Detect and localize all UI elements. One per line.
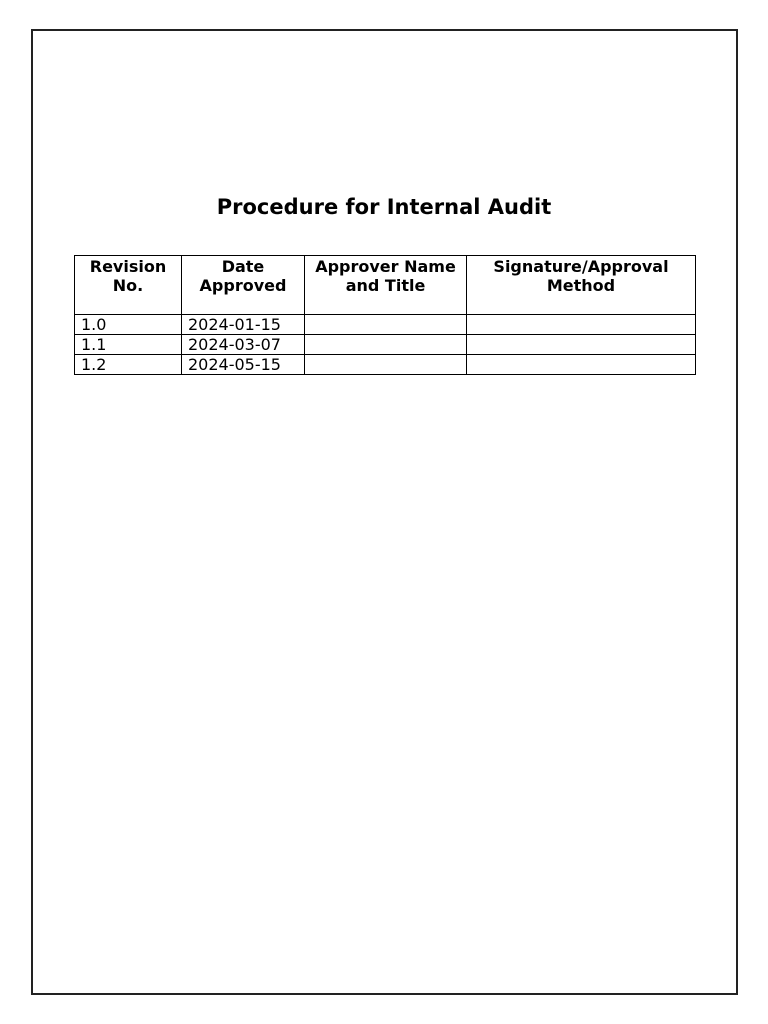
approver-cell <box>305 355 467 375</box>
signature-cell <box>467 335 696 355</box>
approver-cell <box>305 335 467 355</box>
signature-cell <box>467 355 696 375</box>
revision-cell: 1.0 <box>75 315 182 335</box>
approver-cell <box>305 315 467 335</box>
date-cell: 2024-01-15 <box>182 315 305 335</box>
table-row <box>75 355 696 375</box>
date-cell: 2024-05-15 <box>182 355 305 375</box>
revision-history-table <box>74 255 696 375</box>
header-approver-name-title: Approver Name and Title <box>305 256 467 315</box>
header-date-approved: Date Approved <box>182 256 305 315</box>
document-title: Procedure for Internal Audit <box>216 195 552 219</box>
header-revision-no: Revision No. <box>75 256 182 315</box>
table-row <box>75 335 696 355</box>
revision-cell: 1.2 <box>75 355 182 375</box>
header-signature-approval-method: Signature/Approval Method <box>467 256 696 315</box>
revision-cell: 1.1 <box>75 335 182 355</box>
table-row <box>75 315 696 335</box>
page-border <box>31 29 738 995</box>
date-cell: 2024-03-07 <box>182 335 305 355</box>
signature-cell <box>467 315 696 335</box>
table-header-row <box>75 256 696 315</box>
